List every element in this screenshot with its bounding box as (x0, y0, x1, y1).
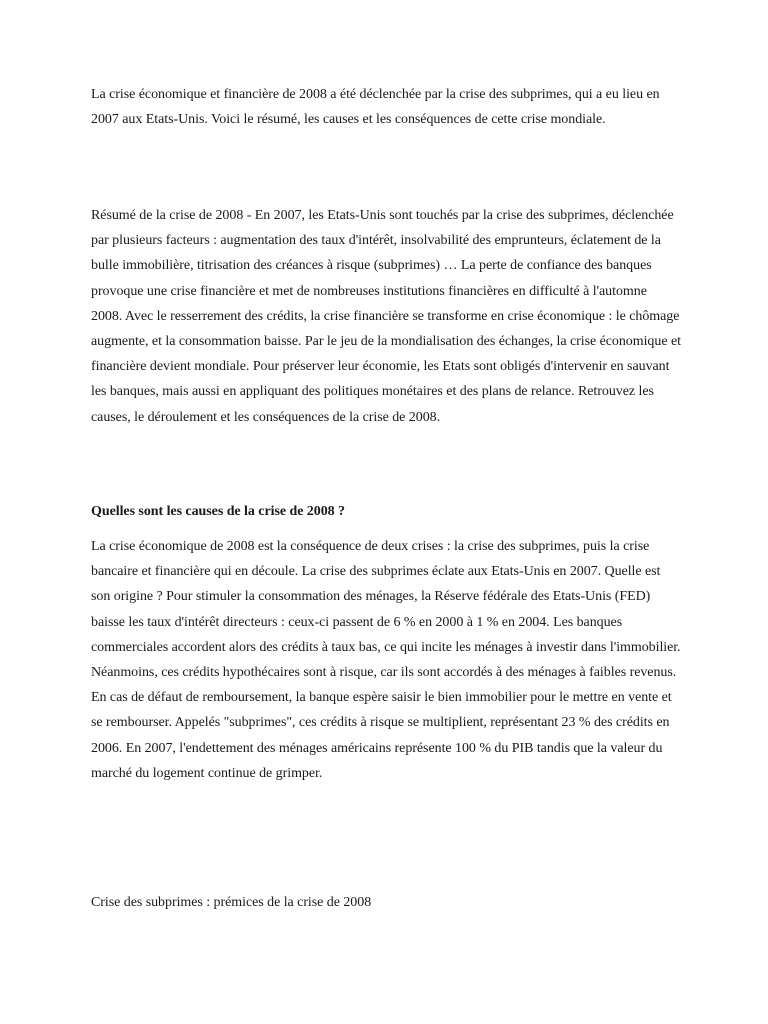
summary-paragraph: Résumé de la crise de 2008 - En 2007, les Etats-Unis sont touchés par la crise des subprimes, déclenchée par plusieurs facteurs : augmentation des taux d'intérêt, insolvabilité des emprunteurs, éclatement de la bulle immobilière, titrisation des créances à risque (subprimes) … La perte de confiance des banques provoque une crise financière et met de nombreuses institutions financières en difficulté à l'automne 2008. Avec le resserrement des crédits, la crise financière se transforme en crise économique : le chômage augmente, et la consommation baisse. Par le jeu de la mondialisation des échanges, la crise économique et financière devient mondiale. Pour préserver leur économie, les Etats sont obligés d'intervenir en sauvant les banques, mais aussi en appliquant des politiques monétaires et des plans de relance. Retrouvez les causes, le déroulement et les conséquences de la crise de 2008. (91, 208, 681, 425)
causes-heading: Quelles sont les causes de la crise de 2008 ? (91, 504, 346, 519)
causes-paragraph: La crise économique de 2008 est la conséquence de deux crises : la crise des subprimes, puis la crise bancaire et financière qui en découle. La crise des subprimes éclate aux Etats-Unis en 2007. Quelle est son origine ? Pour stimuler la consommation des ménages, la Réserve fédérale des Etats-Unis (FED) baisse les taux d'intérêt directeurs : ceux-ci passent de 6 % en 2000 à 1 % en 2004. Les banques commerciales accordent alors des crédits à taux bas, ce qui incite les ménages à investir dans l'immobilier. Néanmoins, ces crédits hypothécaires sont à risque, car ils sont accordés à des ménages à faibles revenus. En cas de défaut de remboursement, la banque espère saisir le bien immobilier pour le mettre en vente et se rembourser. Appelés "subprimes", ces crédits à risque se multiplient, représentant 23 % des crédits en 2006. En 2007, l'endettement des ménages américains représente 100 % du PIB tandis que la valeur du marché du logement continue de grimper. (91, 539, 681, 781)
section-subtitle: Crise des subprimes : prémices de la crise de 2008 (91, 895, 372, 910)
intro-paragraph: La crise économique et financière de 2008 a été déclenchée par la crise des subprimes, qui a eu lieu en 2007 aux Etats-Unis. Voici le résumé, les causes et les conséquences de cette crise mondiale. (91, 87, 660, 128)
